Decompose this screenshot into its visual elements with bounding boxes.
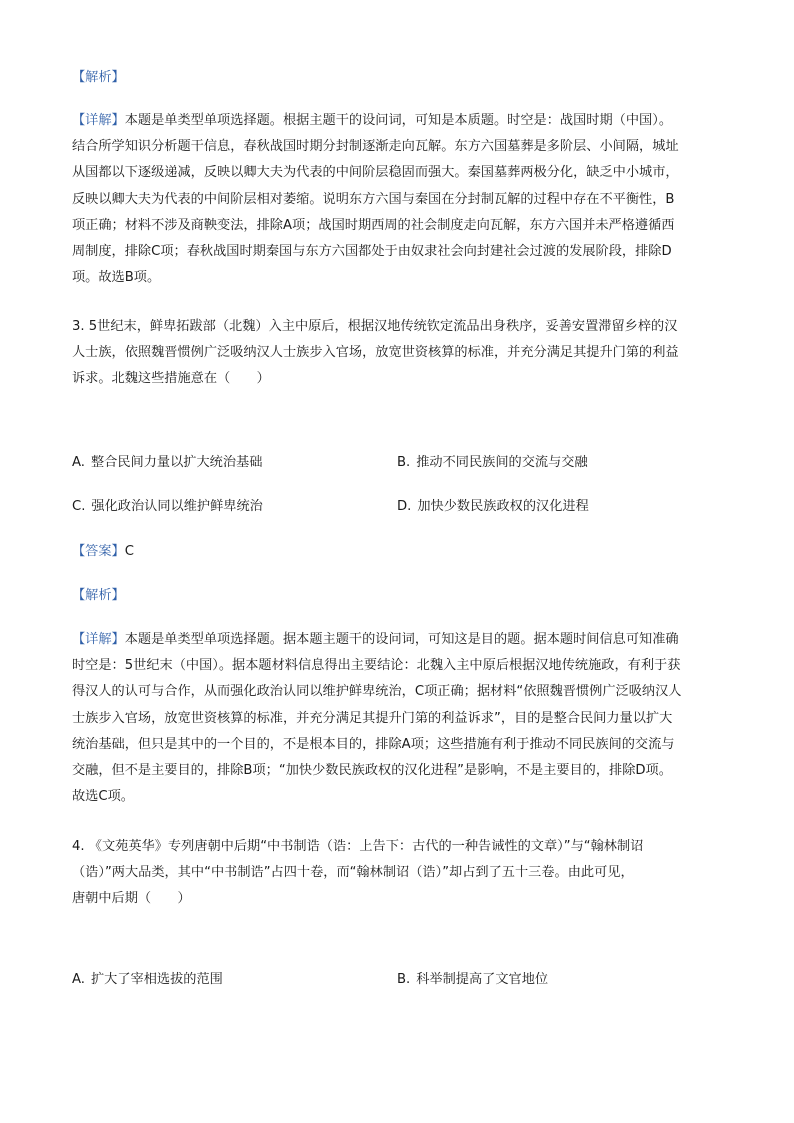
q4-stem-line: （诰）”两大品类，其中“中书制诰”占四十卷，而“翰林制诏（诰）”却占到了五十三卷。由此可见， (72, 865, 634, 881)
q4-stem (72, 834, 722, 913)
q3-option-a: A. 整合民间力量以扩大统治基础 (72, 455, 263, 470)
q3-stem-line: 3. 5世纪末，鲜卑拓跋部（北魏）入主中原后，根据汉地传统钦定流品出身秩序，妥善安置滞留乡梓的汉 (72, 319, 678, 334)
q3-line: 统治基础，但只是其中的一个目的，不是根本目的，排除A项；这些措施有利于推动不同民族间的交流与 (72, 736, 675, 752)
q3-answer-tag: 【答案】 (72, 544, 125, 559)
q2-explanation (72, 108, 722, 291)
q3-jiexi-heading: 【解析】 (72, 588, 125, 603)
q3-answer (72, 540, 722, 559)
q2-line: 结合所学知识分析题干信息，春秋战国时期分封制逐渐走向瓦解。东方六国墓葬是多阶层、小间隔，城址 (72, 139, 679, 155)
q3-stem-line: 人士族，依照魏晋惯例广泛吸纳汉人士族步入官场，放宽世资核算的标准，并充分满足其提升门第的利益 (72, 345, 679, 361)
q4-option-a: A. 扩大了宰相选拔的范围 (72, 972, 223, 987)
q3-line: 交融，但不是主要目的，排除B项；“加快少数民族政权的汉化进程”是影响，不是主要目的，排除D项。 (72, 763, 672, 779)
q4-stem-line: 4. 《文苑英华》专列唐朝中后期“中书制诰（诰：上告下：古代的一种告诫性的文章）”与“翰林制诏 (72, 839, 644, 854)
q2-line: 项正确；材料不涉及商鞅变法，排除A项；战国时期西周的社会制度走向瓦解，东方六国并未严格遵循西 (72, 217, 675, 233)
q2-line: 反映以卿大夫为代表的中间阶层相对萎缩。说明东方六国与秦国在分封制瓦解的过程中存在不平衡性，B (72, 191, 675, 207)
q2-line: 从国都以下逐级递减，反映以卿大夫为代表的中间阶层稳固而强大。秦国墓葬两极分化，缺乏中小城市， (72, 165, 679, 181)
q3-line: 时空是：5世纪末（中国）。据本题材料信息得出主要结论：北魏入主中原后根据汉地传统施政，有利于获 (72, 658, 681, 674)
q2-line: 项。故选B项。 (72, 270, 161, 286)
q2-line: 周制度，排除C项；春秋战国时期秦国与东方六国都处于由奴隶社会向封建社会过渡的发展阶段，排除D (72, 244, 672, 260)
q3-line: 得汉人的认可与合作，从而强化政治认同以维护鲜卑统治，C项正确；据材料“依照魏晋惯例广泛吸纳汉人 (72, 684, 682, 700)
q3-option-c: C. 强化政治认同以维护鲜卑统治 (72, 499, 263, 514)
q3-xiangjie-tag: 【详解】 (72, 632, 125, 647)
q3-explanation (72, 627, 722, 810)
q3-line: 【详解】本题是单类型单项选择题。据本题主题干的设问词，可知这是目的题。据本题时间信息可知准确 (72, 632, 679, 647)
q3-answer-value: C (124, 544, 134, 559)
q3-stem-line: 诉求。北魏这些措施意在（ ） (72, 371, 270, 387)
q3-option-b: B. 推动不同民族间的交流与交融 (397, 455, 588, 470)
q2-jiexi-heading: 【解析】 (72, 70, 125, 85)
q3-line: 士族步入官场，放宽世资核算的标准，并充分满足其提升门第的利益诉求”，目的是整合民间力量以扩大 (72, 710, 673, 726)
q4-stem-line: 唐朝中后期（ ） (72, 891, 191, 907)
q3-stem (72, 314, 722, 393)
q3-option-d: D. 加快少数民族政权的汉化进程 (397, 499, 589, 514)
q2-line: 【详解】本题是单类型单项选择题。根据主题干的设问词，可知是本质题。时空是：战国时期（中国）。 (72, 113, 673, 128)
q3-line: 故选C项。 (72, 789, 134, 805)
q2-xiangjie-tag: 【详解】 (72, 113, 125, 128)
q4-option-b: B. 科举制提高了文官地位 (397, 972, 549, 987)
